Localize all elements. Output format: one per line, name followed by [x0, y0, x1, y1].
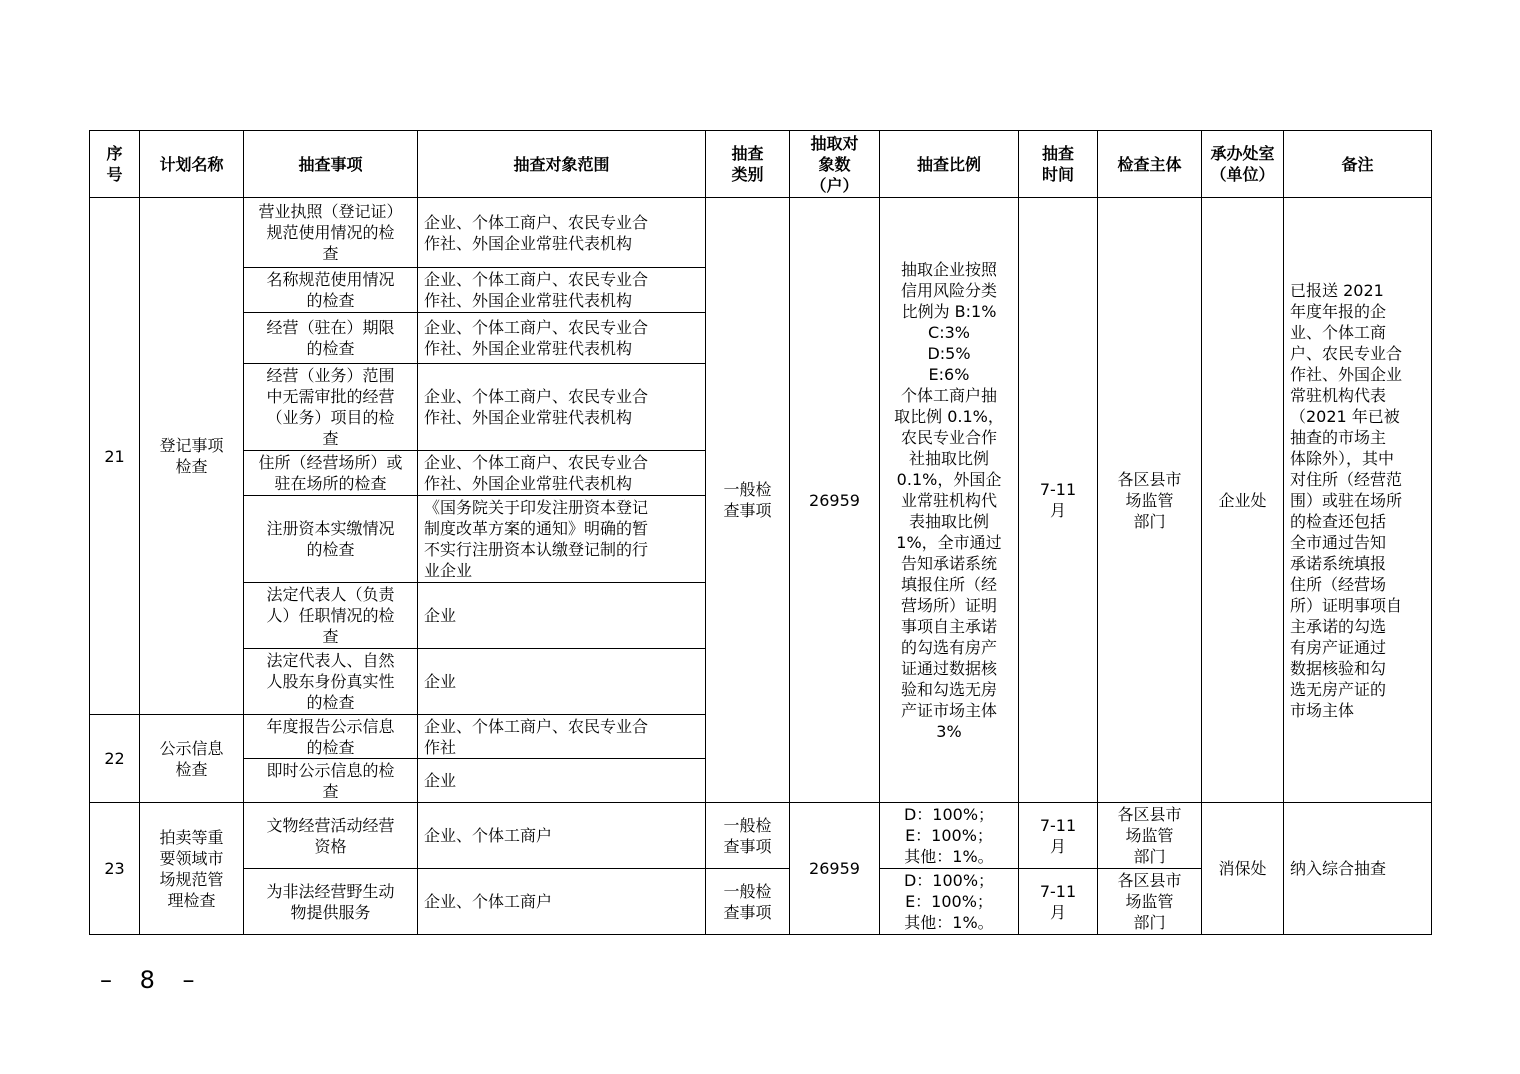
item-cell: 经营（业务）范围 中无需审批的经营 （业务）项目的检 查: [244, 364, 418, 451]
scope-cell: 企业、个体工商户: [418, 869, 706, 935]
header-row: [90, 131, 1432, 198]
scope-cell: 企业、个体工商户、农民专业合 作社、外国企业常驻代表机构: [418, 451, 706, 496]
inspection-plan-table: [89, 130, 1432, 935]
item-cell: 即时公示信息的检 查: [244, 759, 418, 803]
header-seq: 序 号: [90, 131, 140, 198]
header-scope: 抽查对象范围: [418, 131, 706, 198]
time-cell: 7-11 月: [1019, 198, 1098, 803]
item-cell: 经营（驻在）期限 的检查: [244, 313, 418, 364]
header-plan: 计划名称: [140, 131, 244, 198]
item-cell: 年度报告公示信息 的检查: [244, 715, 418, 759]
plan-name-cell: 公示信息 检查: [140, 715, 244, 803]
scope-cell: 企业、个体工商户、农民专业合 作社、外国企业常驻代表机构: [418, 313, 706, 364]
header-ratio: 抽查比例: [880, 131, 1019, 198]
dept-cell: 企业处: [1202, 198, 1284, 803]
table-row: [90, 198, 1432, 268]
time-cell: 7-11 月: [1019, 803, 1098, 869]
seq-cell: 23: [90, 803, 140, 935]
subject-cell: 各区县市 场监管 部门: [1098, 198, 1202, 803]
scope-cell: 企业、个体工商户、农民专业合 作社、外国企业常驻代表机构: [418, 198, 706, 268]
category-cell: 一般检 查事项: [706, 869, 790, 935]
count-cell: 26959: [790, 803, 880, 935]
page-number: – 8 –: [100, 966, 205, 994]
scope-cell: 企业、个体工商户、农民专业合 作社: [418, 715, 706, 759]
header-count: 抽取对 象数 （户）: [790, 131, 880, 198]
seq-cell: 21: [90, 198, 140, 715]
dept-cell: 消保处: [1202, 803, 1284, 935]
ratio-cell: D：100%； E：100%； 其他：1%。: [880, 869, 1019, 935]
scope-cell: 企业: [418, 583, 706, 649]
plan-name-cell: 拍卖等重 要领域市 场规范管 理检查: [140, 803, 244, 935]
scope-cell: 企业、个体工商户、农民专业合 作社、外国企业常驻代表机构: [418, 268, 706, 313]
seq-cell: 22: [90, 715, 140, 803]
count-cell: 26959: [790, 198, 880, 803]
header-subject: 检查主体: [1098, 131, 1202, 198]
note-cell: 已报送 2021 年度年报的企 业、个体工商 户、农民专业合 作社、外国企业 常驻机构代表 （2021 年已被 抽查的市场主 体除外），其中 对住所（经营范 围）或驻在场所 的检查还包括 全市通过告知 承诺系统填报 住所（经营场 所）证明事项自 主承诺的勾选 有房产证通过 数据核验和勾 选无房产证的 市场主体: [1284, 198, 1432, 803]
item-cell: 名称规范使用情况 的检查: [244, 268, 418, 313]
ratio-cell: D：100%； E：100%； 其他：1%。: [880, 803, 1019, 869]
subject-cell: 各区县市 场监管 部门: [1098, 803, 1202, 869]
item-cell: 营业执照（登记证） 规范使用情况的检 查: [244, 198, 418, 268]
item-cell: 住所（经营场所）或 驻在场所的检查: [244, 451, 418, 496]
item-cell: 法定代表人（负责 人）任职情况的检 查: [244, 583, 418, 649]
item-cell: 注册资本实缴情况 的检查: [244, 496, 418, 583]
subject-cell: 各区县市 场监管 部门: [1098, 869, 1202, 935]
header-dept: 承办处室 （单位）: [1202, 131, 1284, 198]
header-note: 备注: [1284, 131, 1432, 198]
item-cell: 法定代表人、自然 人股东身份真实性 的检查: [244, 649, 418, 715]
scope-cell: 《国务院关于印发注册资本登记 制度改革方案的通知》明确的暂 不实行注册资本认缴登记制的行 业企业: [418, 496, 706, 583]
header-category: 抽查 类别: [706, 131, 790, 198]
category-cell: 一般检 查事项: [706, 198, 790, 803]
scope-cell: 企业: [418, 649, 706, 715]
category-cell: 一般检 查事项: [706, 803, 790, 869]
header-time: 抽查 时间: [1019, 131, 1098, 198]
time-cell: 7-11 月: [1019, 869, 1098, 935]
scope-cell: 企业、个体工商户、农民专业合 作社、外国企业常驻代表机构: [418, 364, 706, 451]
item-cell: 文物经营活动经营 资格: [244, 803, 418, 869]
scope-cell: 企业: [418, 759, 706, 803]
item-cell: 为非法经营野生动 物提供服务: [244, 869, 418, 935]
scope-cell: 企业、个体工商户: [418, 803, 706, 869]
note-cell: 纳入综合抽查: [1284, 803, 1432, 935]
plan-name-cell: 登记事项 检查: [140, 198, 244, 715]
header-item: 抽查事项: [244, 131, 418, 198]
table-row: [90, 803, 1432, 869]
ratio-cell: 抽取企业按照 信用风险分类 比例为 B:1% C:3% D:5% E:6% 个体工商户抽 取比例 0.1%， 农民专业合作 社抽取比例 0.1%，外国企 业常驻机构代 表抽取比例 1%，全市通过 告知承诺系统 填报住所（经 营场所）证明 事项自主承诺 的勾选有房产 证通过数据核 验和勾选无房 产证市场主体 3%: [880, 198, 1019, 803]
